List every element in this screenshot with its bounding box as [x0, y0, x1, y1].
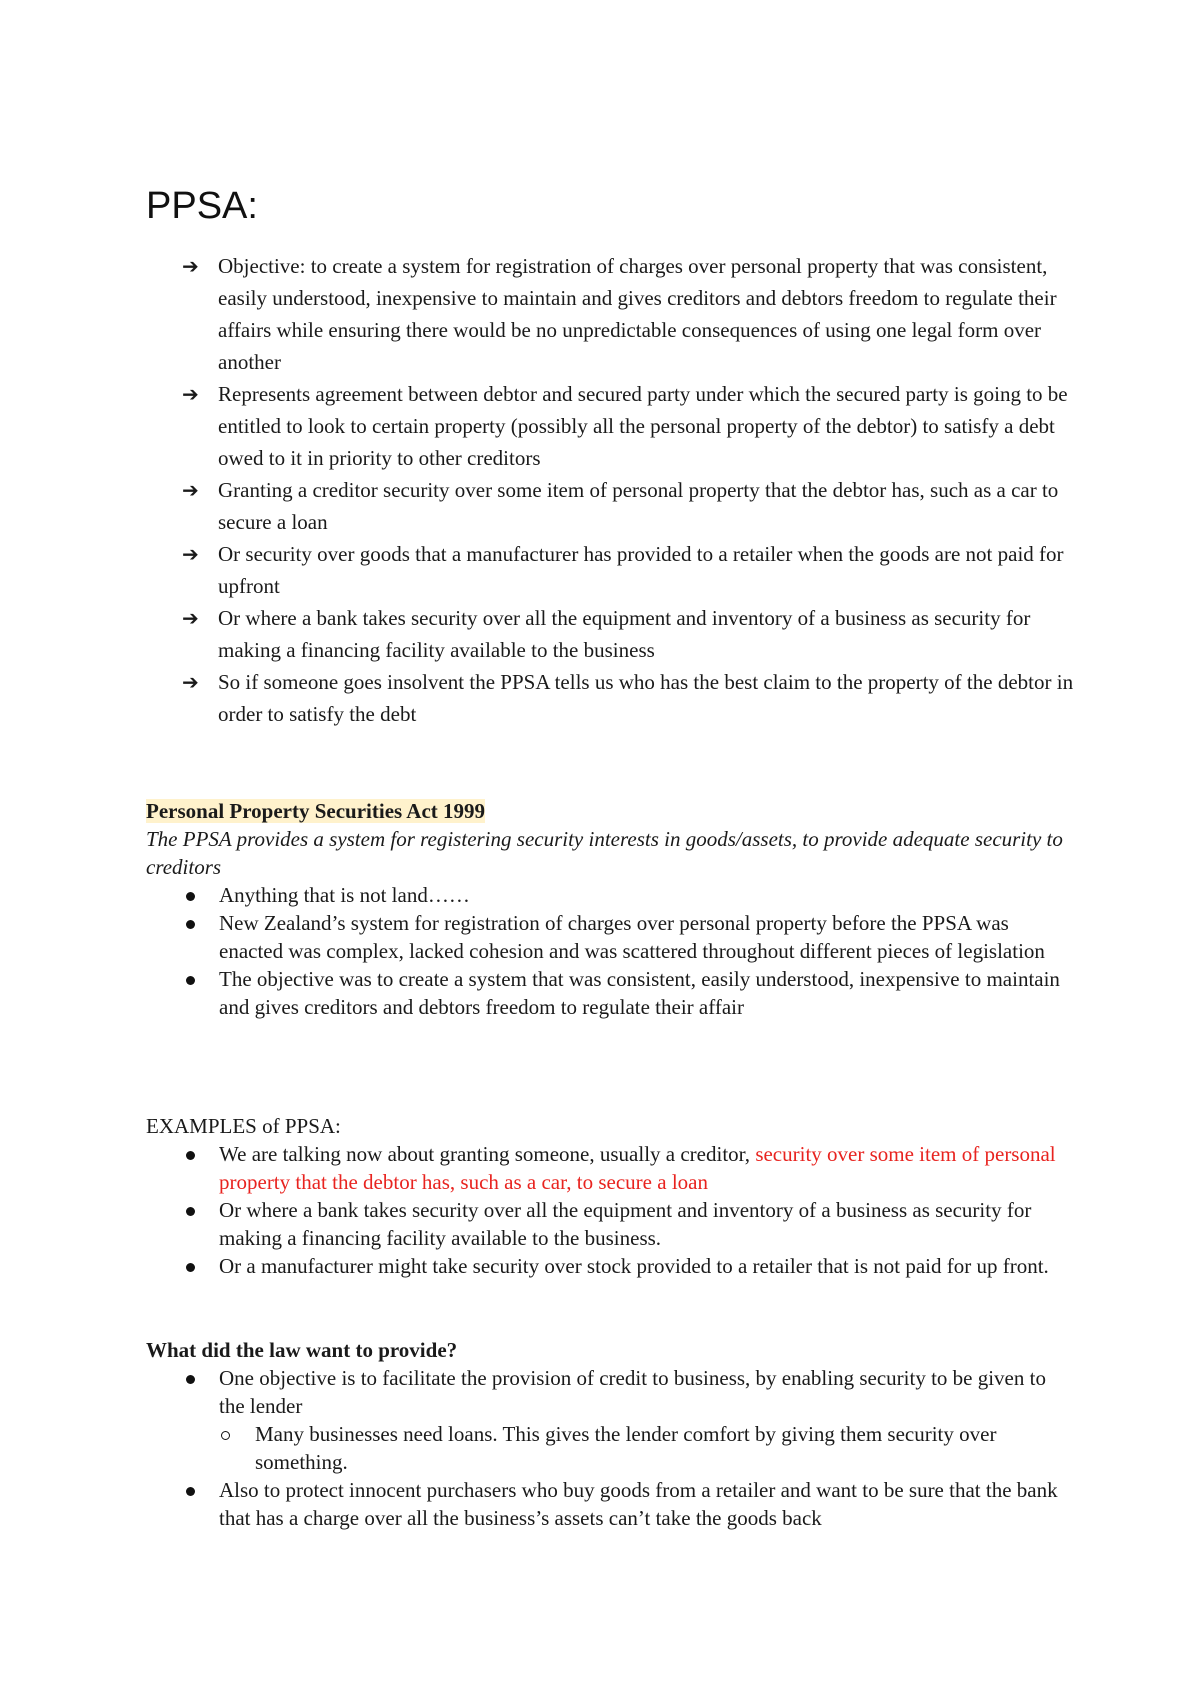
bullet-dot-icon: [186, 976, 195, 985]
list-item: [146, 1364, 1066, 1476]
bullet-dot-icon: [186, 920, 195, 929]
list-item-text: Or where a bank takes security over all the equipment and inventory of a business as security for making a financing facility available to the business.: [219, 1198, 1032, 1250]
bullet-dot-icon: [186, 1487, 195, 1496]
arrow-item-text: Or where a bank takes security over all the equipment and inventory of a business as security for making a financing facility available to the business: [218, 606, 1031, 662]
page-title: PPSA:: [146, 185, 258, 227]
highlighted-red-text: security over some item of personal property that the debtor has, such as a car, to secure a loan: [219, 1142, 1056, 1194]
list-item: [146, 1476, 1066, 1532]
arrow-list-item: [182, 250, 1082, 378]
list-item-text: Anything that is not land……: [219, 883, 470, 907]
law-sub-bullet-list: [219, 1420, 1066, 1476]
arrow-list-item: [182, 666, 1082, 730]
bullet-dot-icon: [186, 892, 195, 901]
arrow-item-text: Objective: to create a system for registration of charges over personal property that was consistent, easily understood, inexpensive to maintain and gives creditors and debtors freedom to regulate their affairs while ensuring there would be no unpredictable consequences of using one legal form over another: [218, 254, 1057, 374]
arrow-list-item: [182, 378, 1082, 474]
arrow-list-item: [182, 538, 1082, 602]
act-bullet-list: [146, 881, 1066, 1021]
list-item: [146, 1252, 1066, 1280]
arrow-right-icon: ➔: [182, 606, 199, 630]
arrow-list-item: [182, 602, 1082, 666]
arrow-right-icon: ➔: [182, 670, 199, 694]
list-item: [146, 909, 1066, 965]
act-intro: The PPSA provides a system for registering security interests in goods/assets, to provide adequate security to creditors: [146, 827, 1063, 879]
list-item-text: New Zealand’s system for registration of charges over personal property before the PPSA was enacted was complex, lacked cohesion and was scattered throughout different pieces of legislation: [219, 911, 1045, 963]
arrow-item-text: Granting a creditor security over some item of personal property that the debtor has, such as a car to secure a loan: [218, 478, 1059, 534]
arrow-list-item: [182, 474, 1082, 538]
act-heading: Personal Property Securities Act 1999: [146, 799, 486, 823]
bullet-dot-icon: [186, 1263, 195, 1272]
act-section: [146, 797, 1066, 1021]
law-heading: What did the law want to provide?: [146, 1338, 458, 1362]
list-item-text: We are talking now about granting someone, usually a creditor,: [219, 1142, 756, 1166]
ppsa-arrow-list: [182, 250, 1082, 730]
arrow-right-icon: ➔: [182, 542, 199, 566]
arrow-item-text: Or security over goods that a manufacturer has provided to a retailer when the goods are not paid for upfront: [218, 542, 1064, 598]
examples-heading: EXAMPLES of PPSA:: [146, 1114, 341, 1138]
arrow-right-icon: ➔: [182, 382, 199, 406]
list-item: [146, 881, 1066, 909]
act-heading-line: [146, 797, 1066, 825]
law-bullet-list: [146, 1364, 1066, 1532]
examples-bullet-list: [146, 1140, 1066, 1280]
arrow-right-icon: ➔: [182, 478, 199, 502]
list-item-text: One objective is to facilitate the provision of credit to business, by enabling security to be given to the lender: [219, 1366, 1046, 1418]
list-item: [146, 1196, 1066, 1252]
arrow-right-icon: ➔: [182, 254, 199, 278]
law-section: [146, 1336, 1066, 1532]
sub-list-item: [219, 1420, 1066, 1476]
list-item: [146, 965, 1066, 1021]
bullet-dot-icon: [186, 1207, 195, 1216]
list-item-text: Also to protect innocent purchasers who buy goods from a retailer and want to be sure that the bank that has a charge over all the business’s assets can’t take the goods back: [219, 1478, 1058, 1530]
bullet-circle-icon: [221, 1431, 230, 1440]
list-item-text: The objective was to create a system that was consistent, easily understood, inexpensive to maintain and gives creditors and debtors freedom to regulate their affair: [219, 967, 1060, 1019]
arrow-item-text: Represents agreement between debtor and secured party under which the secured party is going to be entitled to look to certain property (possibly all the personal property of the debtor) to satisfy a debt owed to it in priority to other creditors: [218, 382, 1068, 470]
arrow-item-text: So if someone goes insolvent the PPSA tells us who has the best claim to the property of the debtor in order to satisfy the debt: [218, 670, 1074, 726]
bullet-dot-icon: [186, 1151, 195, 1160]
list-item-text: Or a manufacturer might take security over stock provided to a retailer that is not paid for up front.: [219, 1254, 1049, 1278]
sub-list-item-text: Many businesses need loans. This gives the lender comfort by giving them security over something.: [255, 1422, 997, 1474]
list-item: [146, 1140, 1066, 1196]
examples-section: [146, 1112, 1066, 1280]
bullet-dot-icon: [186, 1375, 195, 1384]
